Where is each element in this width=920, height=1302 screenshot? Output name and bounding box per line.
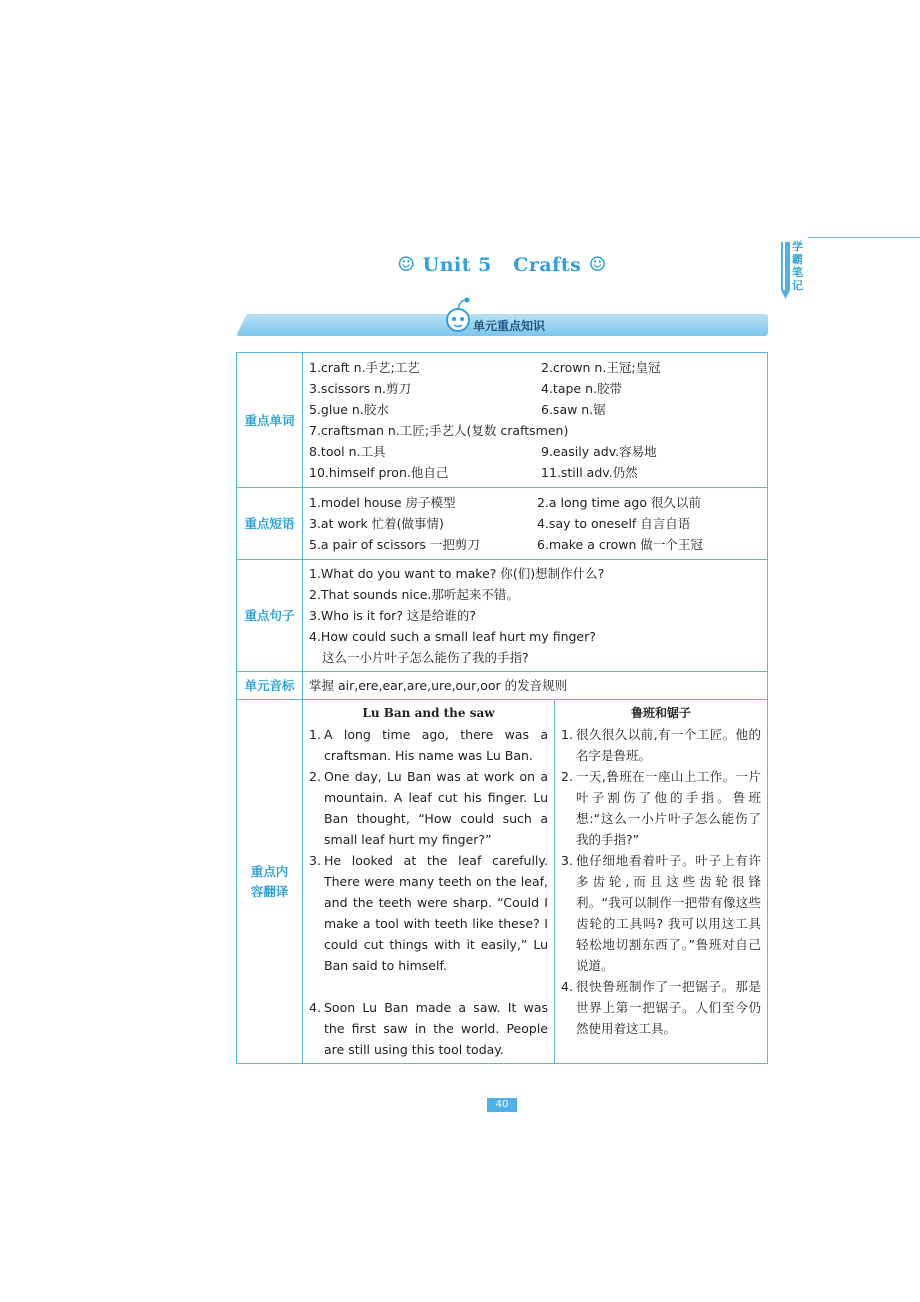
phrase-list <box>303 488 767 559</box>
chinese-paragraph: 4. 很快鲁班制作了一把锯子。那是世界上第一把锯子。人们至今仍然使用着这工具。 <box>561 979 761 1036</box>
word-item: 6.saw n.锯 <box>541 402 606 417</box>
phrase-item: 4.say to oneself 自言自语 <box>537 516 691 531</box>
english-paragraph: 2. One day, Lu Ban was at work on a mountain. A leaf cut his finger. Lu Ban thought, “How could such a small leaf hurt my finger?” <box>309 769 548 847</box>
sentence-item: 3.Who is it for? 这是给谁的? <box>309 608 477 623</box>
word-item: 7.craftsman n.工匠;手艺人(复数 craftsmen) <box>309 423 569 438</box>
chinese-column <box>554 700 767 1063</box>
phonetics-row <box>237 672 768 700</box>
words-row <box>237 353 768 488</box>
sentence-item: 2.That sounds nice.那听起来不错。 <box>309 587 519 602</box>
sentence-list <box>303 560 767 671</box>
word-item: 8.tool n.工具 <box>309 444 386 459</box>
translation-columns <box>303 700 767 1063</box>
phrase-item: 2.a long time ago 很久以前 <box>537 495 701 510</box>
knowledge-table <box>236 352 768 1064</box>
page-title <box>0 252 920 276</box>
phrase-item: 5.a pair of scissors 一把剪刀 <box>309 537 480 552</box>
translation-row <box>237 700 768 1064</box>
word-item: 4.tape n.胶带 <box>541 381 622 396</box>
side-label: 学霸笔记 <box>792 240 803 292</box>
sentence-item: 4.How could such a small leaf hurt my finger? <box>309 629 596 644</box>
english-title: Lu Ban and the saw <box>362 706 495 720</box>
word-item: 2.crown n.王冠;皇冠 <box>541 360 661 375</box>
smiley-icon: ☺ <box>397 252 416 276</box>
unit-title: Unit 5 Crafts <box>422 254 582 276</box>
phrase-item: 6.make a crown 做一个王冠 <box>537 537 703 552</box>
english-paragraph: 3. He looked at the leaf carefully. There were many teeth on the leaf, and the teeth were sharp. “Could I make a tool with teeth like these? I could cut things with it easily,” Lu Ban said to himself. <box>309 853 548 973</box>
chinese-paragraph: 3. 他仔细地看着叶子。叶子上有许多齿轮,而且这些齿轮很锋利。“我可以制作一把带有像这些齿轮的工具吗? 我可以用这工具轻松地切割东西了。”鲁班对自己说道。 <box>561 853 761 973</box>
phonetics-heading: 单元音标 <box>237 672 303 700</box>
chinese-title: 鲁班和锯子 <box>630 706 691 720</box>
translation-heading: 重点内容翻译 <box>237 700 303 1064</box>
phrase-item: 3.at work 忙着(做事情) <box>309 516 444 531</box>
sentence-translation: 这么一小片叶子怎么能伤了我的手指? <box>322 650 529 665</box>
english-paragraph: 1. A long time ago, there was a craftsman. His name was Lu Ban. <box>309 727 548 763</box>
banner-title: 单元重点知识 <box>472 319 545 333</box>
phonetics-text: 掌握 air,ere,ear,are,ure,our,oor 的发音规则 <box>309 678 568 693</box>
word-item: 11.still adv.仍然 <box>541 465 638 480</box>
phrases-row <box>237 488 768 560</box>
words-heading: 重点单词 <box>237 353 303 488</box>
english-paragraph: 4. Soon Lu Ban made a saw. It was the first saw in the world. People are still using this tool today. <box>309 1000 548 1057</box>
word-item: 10.himself pron.他自己 <box>309 465 449 480</box>
side-rule <box>808 237 920 238</box>
chinese-paragraph: 1. 很久很久以前,有一个工匠。他的名字是鲁班。 <box>561 727 761 763</box>
sentence-item: 1.What do you want to make? 你(们)想制作什么? <box>309 566 605 581</box>
smiley-icon: ☺ <box>588 252 607 276</box>
word-item: 3.scissors n.剪刀 <box>309 381 411 396</box>
sentences-heading: 重点句子 <box>237 560 303 672</box>
word-item: 9.easily adv.容易地 <box>541 444 657 459</box>
page-number: 40 <box>487 1098 517 1112</box>
english-column <box>303 700 554 1063</box>
sentences-row <box>237 560 768 672</box>
word-item: 5.glue n.胶水 <box>309 402 389 417</box>
word-item: 1.craft n.手艺;工艺 <box>309 360 420 375</box>
phrase-item: 1.model house 房子模型 <box>309 495 456 510</box>
word-list <box>303 353 767 487</box>
chinese-paragraph: 2. 一天,鲁班在一座山上工作。一片叶子割伤了他的手指。鲁班想:“这么一小片叶子怎么能伤了我的手指?” <box>561 769 761 847</box>
phrases-heading: 重点短语 <box>237 488 303 560</box>
